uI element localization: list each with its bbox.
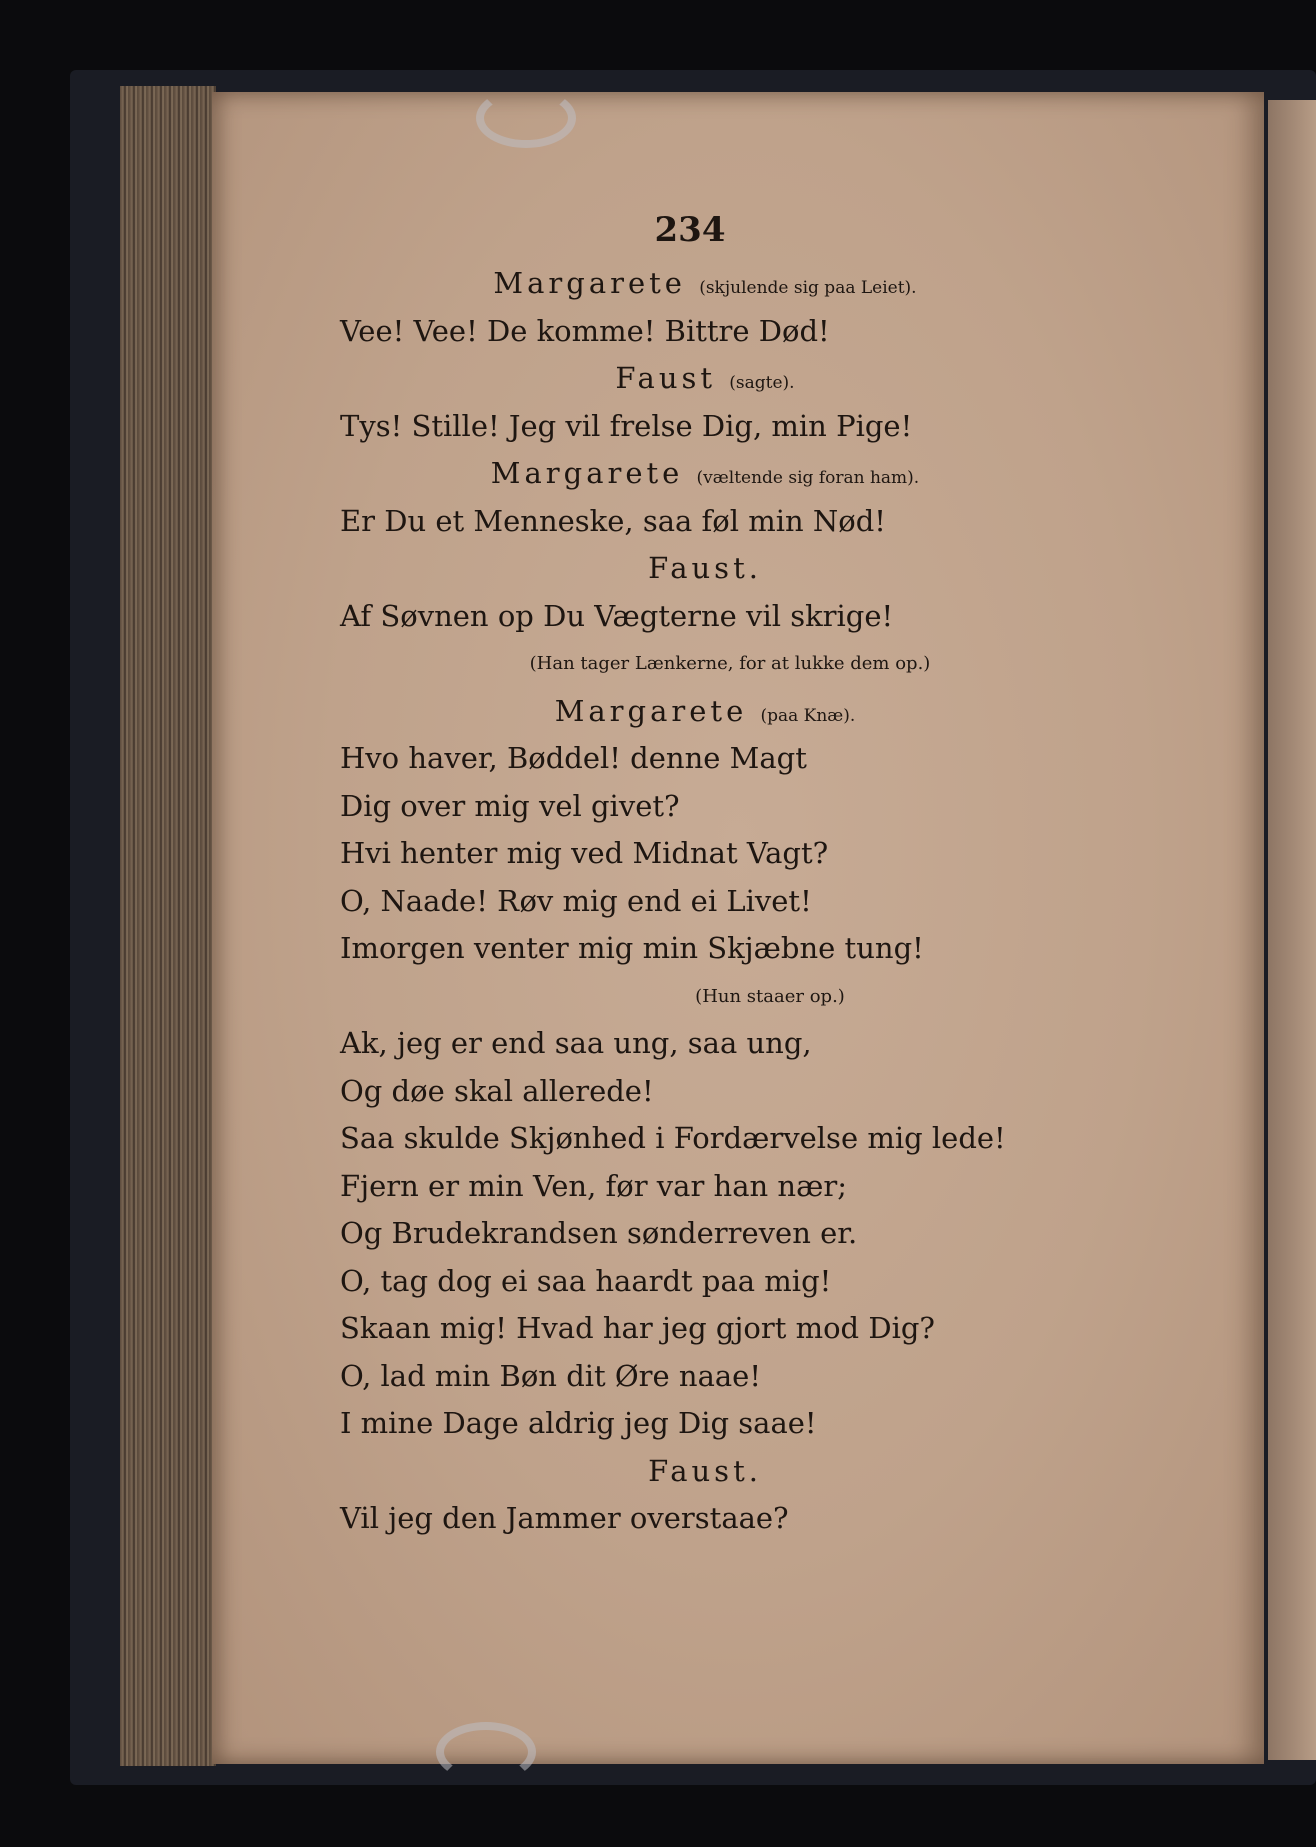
stage-direction-line: (Hun staaer op.): [695, 985, 845, 1007]
facing-page-edge: [1268, 100, 1316, 1760]
speaker-line: [430, 1448, 980, 1496]
verse-line: Vee! Vee! De komme! Bittre Død!: [340, 313, 830, 348]
speaker-name: Margarete: [554, 693, 748, 728]
text-column: [340, 200, 1006, 1543]
verse-line: Vil jeg den Jammer overstaae?: [340, 1501, 789, 1535]
speaker-name: Margarete: [490, 456, 684, 490]
verse-line: Og Brudekrandsen sønderreven er.: [340, 1216, 858, 1250]
verse-line: Imorgen venter mig min Skjæbne tung!: [340, 931, 924, 965]
speaker-line: [430, 450, 980, 498]
verse-line: Dig over mig vel givet?: [340, 788, 680, 823]
verse-line: Tys! Stille! Jeg vil frelse Dig, min Pige!: [340, 408, 913, 443]
stage-direction-line: (Han tager Lænkerne, for at lukke dem op.): [529, 653, 931, 674]
stage-direction: (væltende sig foran ham).: [696, 468, 920, 488]
speaker-line: [430, 260, 980, 308]
stage-direction: (skjulende sig paa Leiet).: [699, 278, 917, 298]
verse-line: Fjern er min Ven, før var han nær;: [340, 1168, 847, 1203]
page-number: 234: [654, 210, 726, 250]
stage-direction: (paa Knæ).: [760, 705, 856, 726]
speaker-line: [430, 545, 980, 593]
speaker-name: Faust.: [648, 1453, 762, 1488]
verse-line: O, tag dog ei saa haardt paa mig!: [340, 1263, 832, 1298]
verse-line: Og døe skal allerede!: [340, 1073, 654, 1108]
verse-line: Saa skulde Skjønhed i Fordærvelse mig lede!: [340, 1121, 1006, 1155]
verse-line: O, Naade! Røv mig end ei Livet!: [340, 883, 812, 918]
verse-line: Ak, jeg er end saa ung, saa ung,: [340, 1026, 812, 1060]
verse-line: I mine Dage aldrig jeg Dig saae!: [340, 1406, 817, 1440]
verse-line: Skaan mig! Hvad har jeg gjort mod Dig?: [340, 1311, 935, 1345]
speaker-line: [430, 355, 980, 403]
page-clip-bottom: [436, 1722, 536, 1782]
verse-line: Er Du et Menneske, saa føl min Nød!: [340, 503, 886, 538]
page-clip-top: [476, 88, 576, 148]
verse-line: Af Søvnen op Du Vægterne vil skrige!: [340, 598, 894, 633]
verse-line: Hvi henter mig ved Midnat Vagt?: [340, 836, 829, 870]
page-edges: [120, 86, 216, 1766]
verse-line: O, lad min Bøn dit Øre naae!: [340, 1358, 761, 1393]
speaker-name: Faust: [615, 361, 717, 395]
speaker-line: [430, 688, 980, 736]
verse-line: Hvo haver, Bøddel! denne Magt: [340, 741, 807, 775]
stage-direction: (sagte).: [729, 373, 795, 393]
speaker-name: Margarete: [493, 266, 686, 300]
speaker-name: Faust.: [648, 551, 762, 585]
